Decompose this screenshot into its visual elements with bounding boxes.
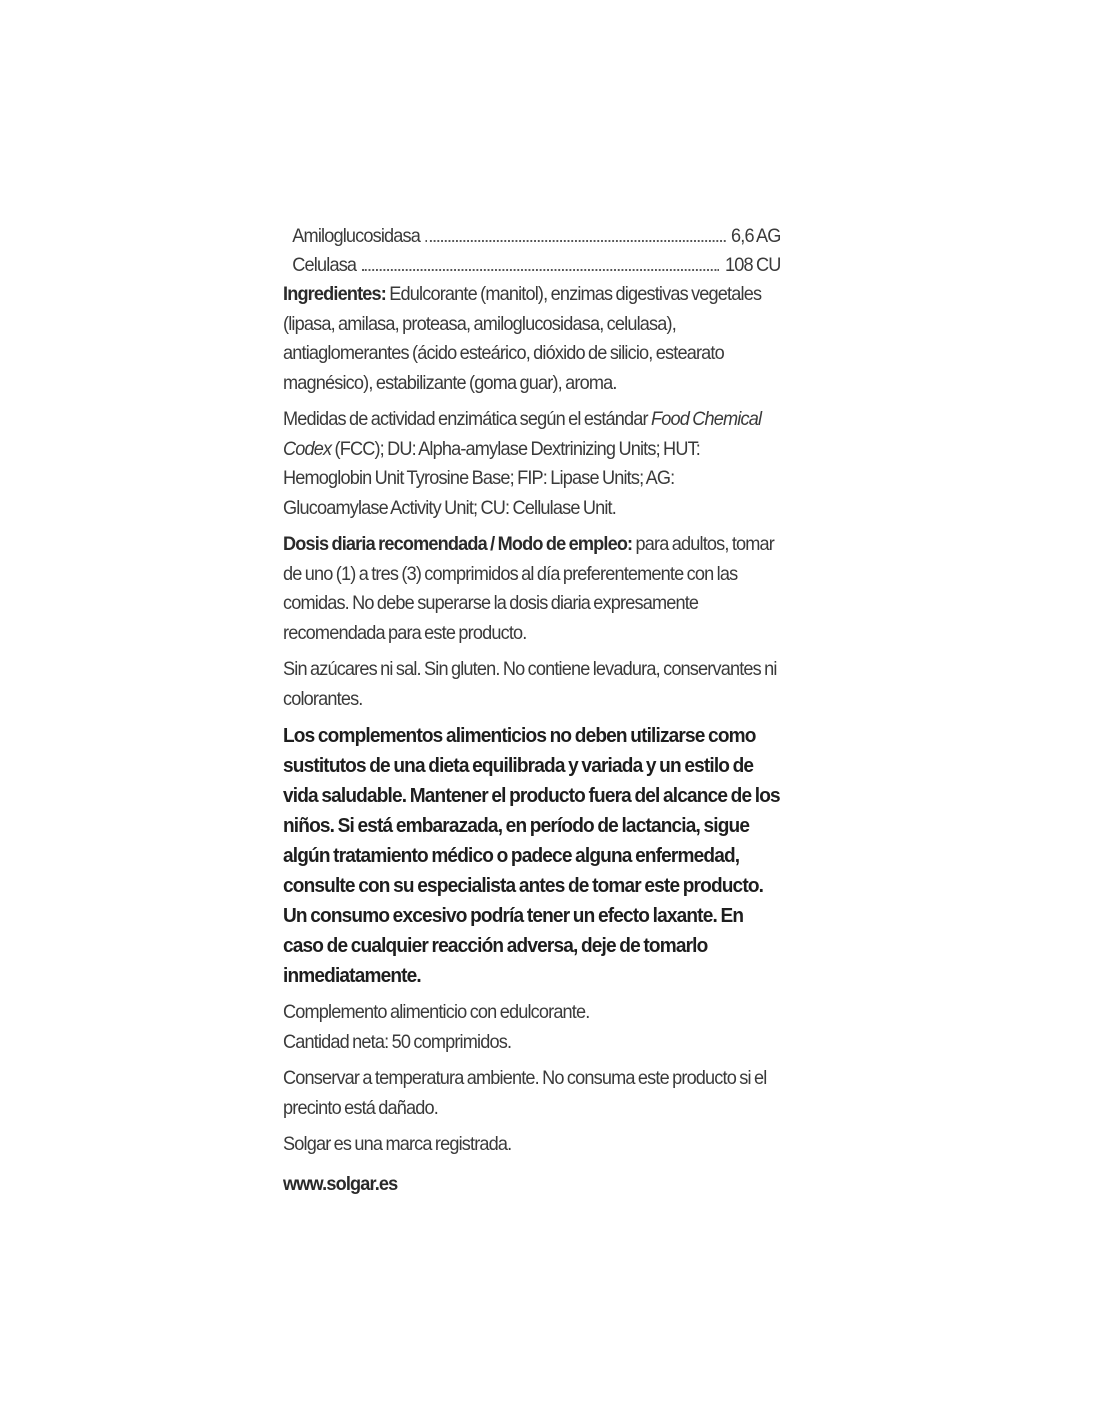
- website-link[interactable]: www.solgar.es: [283, 1172, 398, 1195]
- ingredients-label: Ingredientes:: [283, 283, 386, 305]
- measures-text-before: Medidas de actividad enzimática según el estándar: [283, 408, 651, 430]
- enzyme-value: 108 CU: [725, 254, 781, 276]
- measures-standard: Food Chemical Codex: [283, 408, 762, 460]
- dosage-text: para adultos, tomar de uno (1) a tres (3) comprimidos al día preferentemente con las comidas. No debe superarse la dosis diaria expresamente recomendada para este producto.: [283, 533, 775, 644]
- warning-paragraph: Los complementos alimenticios no deben utilizarse como sustitutos de una dieta equilibrada y variada y un estilo de vida saludable. Mantener el producto fuera del alcance de los niños. Si está embarazada, en período de lactancia, sigue algún tratamiento médico o padece alguna enfermedad, consulte con su especialista antes de tomar este producto. Un consumo excesivo podría tener un efecto laxante. En caso de cualquier reacción adversa, deje de tomarlo inmediatamente.: [283, 724, 780, 987]
- trademark-paragraph: Solgar es una marca registrada.: [283, 1133, 512, 1155]
- free-from-paragraph: Sin azúcares ni sal. Sin gluten. No contiene levadura, conservantes ni colorantes.: [283, 658, 777, 710]
- enzyme-name: Amiloglucosidasa: [292, 225, 421, 247]
- product-type: Complemento alimenticio con edulcorante.: [283, 1001, 590, 1023]
- dosage-paragraph: [283, 530, 781, 648]
- measures-text-after: (FCC); DU: Alpha-amylase Dextrinizing Units; HUT: Hemoglobin Unit Tyrosine Base; FIP: Lipase Units; AG: Glucoamylase Activity Unit; CU: Cellulase Unit.: [283, 437, 701, 519]
- enzyme-name: Celulasa: [292, 254, 357, 276]
- dot-leader: [362, 268, 720, 271]
- enzyme-row-amiloglucosidasa: [292, 222, 780, 251]
- dot-leader: [426, 239, 726, 242]
- measures-paragraph: [283, 405, 781, 523]
- product-info-paragraph: [283, 998, 781, 1057]
- net-quantity: Cantidad neta: 50 comprimidos.: [283, 1030, 512, 1053]
- enzyme-row-celulasa: [292, 251, 780, 280]
- dosage-label: Dosis diaria recomendada / Modo de empleo:: [283, 533, 633, 555]
- enzyme-value: 6,6 AG: [731, 225, 781, 247]
- product-label: [283, 222, 781, 1199]
- ingredients-text: Edulcorante (manitol), enzimas digestivas vegetales (lipasa, amilasa, proteasa, amiloglucosidasa, celulasa), antiaglomerantes (ácido esteárico, dióxido de silicio, estearato magnésico), estabilizante (goma guar), aroma.: [283, 283, 762, 394]
- ingredients-paragraph: [283, 280, 781, 398]
- storage-paragraph: Conservar a temperatura ambiente. No consuma este producto si el precinto está dañado.: [283, 1067, 767, 1119]
